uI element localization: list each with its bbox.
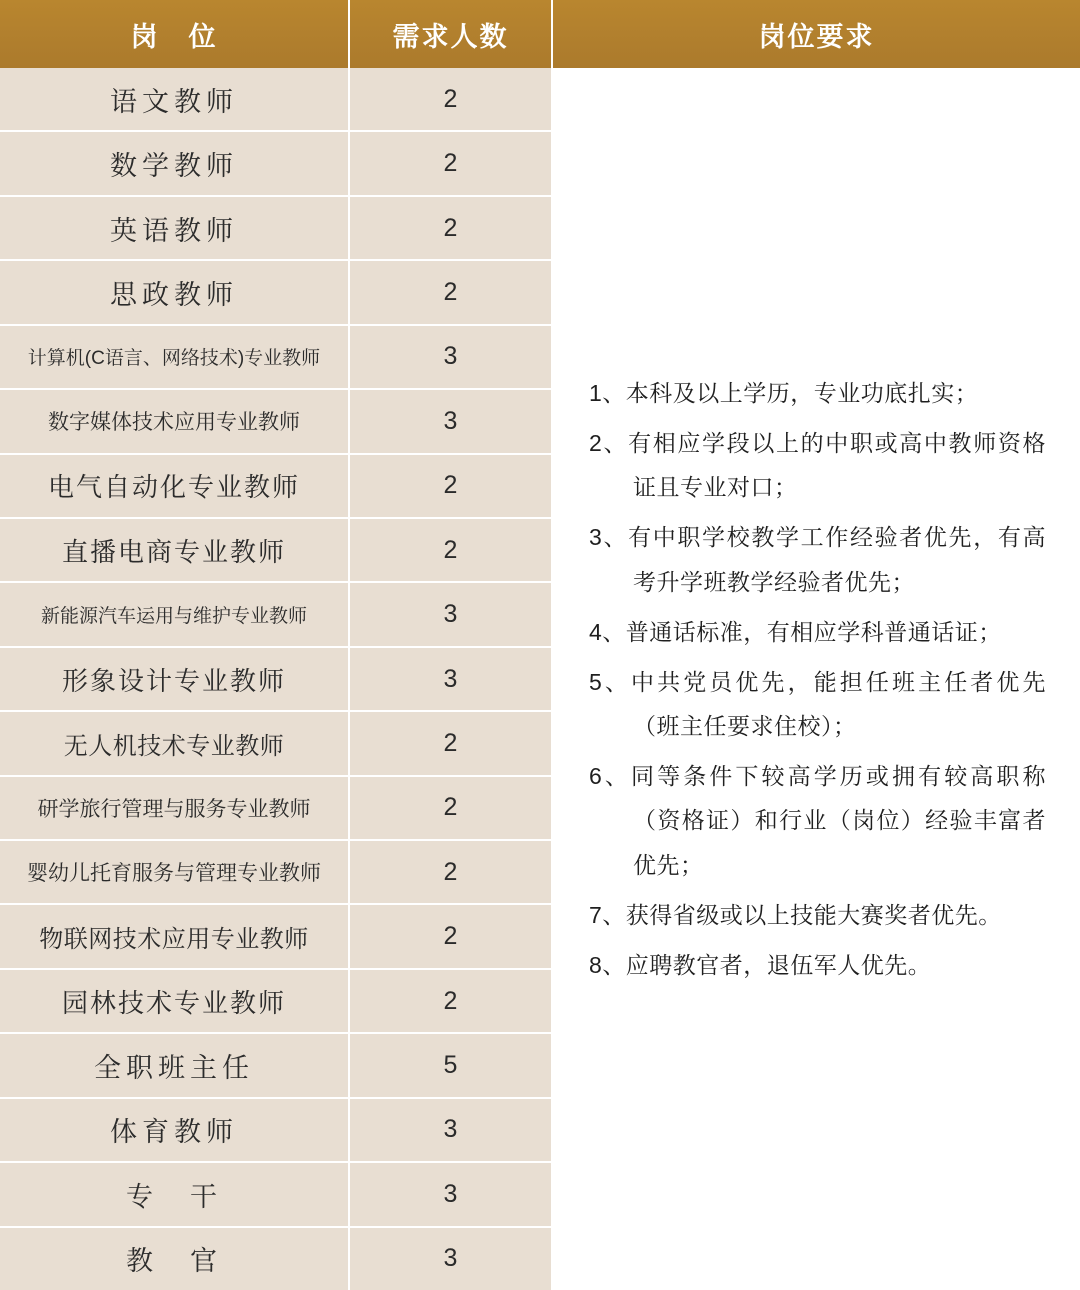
table-row	[0, 390, 553, 454]
table-row	[0, 970, 553, 1034]
post-headcount: 2	[350, 970, 553, 1032]
post-headcount: 2	[350, 197, 553, 259]
post-headcount: 3	[350, 1163, 553, 1225]
post-name: 婴幼儿托育服务与管理专业教师	[0, 841, 350, 903]
posts-column-group	[0, 68, 553, 1290]
post-name: 思政教师	[0, 261, 350, 323]
table-row	[0, 1228, 553, 1290]
post-name: 直播电商专业教师	[0, 519, 350, 581]
post-name: 体育教师	[0, 1099, 350, 1161]
post-name: 研学旅行管理与服务专业教师	[0, 777, 350, 839]
requirement-item: 2、有相应学段以上的中职或高中教师资格证且专业对口；	[589, 430, 1046, 501]
table-body	[0, 68, 1080, 1290]
table-row	[0, 648, 553, 712]
post-name: 电气自动化专业教师	[0, 455, 350, 517]
table-row	[0, 1163, 553, 1227]
table-row	[0, 1099, 553, 1163]
table-row	[0, 261, 553, 325]
post-name: 无人机技术专业教师	[0, 712, 350, 774]
requirement-item: 8、应聘教官者，退伍军人优先。	[589, 951, 932, 978]
requirement-item: 7、获得省级或以上技能大赛奖者优先。	[589, 901, 1002, 928]
table-header-row	[0, 0, 1080, 68]
column-header-requirements: 岗位要求	[758, 21, 875, 52]
post-headcount: 2	[350, 519, 553, 581]
post-name: 形象设计专业教师	[0, 648, 350, 710]
post-name: 教 官	[0, 1228, 350, 1290]
table-row	[0, 905, 553, 969]
table-row	[0, 326, 553, 390]
post-headcount: 3	[350, 390, 553, 452]
post-headcount: 2	[350, 712, 553, 774]
requirement-item: 5、中共党员优先，能担任班主任者优先（班主任要求住校）；	[589, 668, 1046, 740]
post-headcount: 2	[350, 261, 553, 323]
table-row	[0, 519, 553, 583]
post-headcount: 3	[350, 648, 553, 710]
post-name: 专 干	[0, 1163, 350, 1225]
requirement-item: 1、本科及以上学历，专业功底扎实；	[589, 379, 979, 406]
post-name: 全职班主任	[0, 1034, 350, 1096]
post-headcount: 3	[350, 1099, 553, 1161]
post-headcount: 3	[350, 326, 553, 388]
table-row	[0, 197, 553, 261]
post-headcount: 2	[350, 132, 553, 194]
table-row	[0, 455, 553, 519]
table-row	[0, 1034, 553, 1098]
table-row	[0, 777, 553, 841]
post-name: 计算机(C语言、网络技术)专业教师	[0, 326, 350, 388]
table-row	[0, 132, 553, 196]
requirement-item: 3、有中职学校教学工作经验者优先，有高考升学班教学经验者优先；	[589, 524, 1046, 595]
table-row	[0, 712, 553, 776]
post-name: 物联网技术应用专业教师	[0, 905, 350, 967]
requirements-cell	[553, 68, 1080, 1290]
post-headcount: 3	[350, 1228, 553, 1290]
post-name: 英语教师	[0, 197, 350, 259]
post-headcount: 2	[350, 68, 553, 130]
table-row	[0, 583, 553, 647]
post-name: 语文教师	[0, 68, 350, 130]
post-headcount: 5	[350, 1034, 553, 1096]
post-headcount: 2	[350, 777, 553, 839]
requirements-list	[589, 371, 1046, 987]
post-headcount: 2	[350, 455, 553, 517]
post-headcount: 2	[350, 905, 553, 967]
requirement-item: 6、同等条件下较高学历或拥有较高职称（资格证）和行业（岗位）经验丰富者优先；	[589, 763, 1046, 878]
table-row	[0, 841, 553, 905]
post-headcount: 3	[350, 583, 553, 645]
post-name: 园林技术专业教师	[0, 970, 350, 1032]
column-header-headcount: 需求人数	[350, 0, 553, 68]
post-headcount: 2	[350, 841, 553, 903]
post-name: 新能源汽车运用与维护专业教师	[0, 583, 350, 645]
post-name: 数字媒体技术应用专业教师	[0, 390, 350, 452]
post-name: 数学教师	[0, 132, 350, 194]
table-row	[0, 68, 553, 132]
column-header-post: 岗 位	[0, 0, 350, 68]
requirement-item: 4、普通话标准，有相应学科普通话证；	[589, 618, 1002, 645]
